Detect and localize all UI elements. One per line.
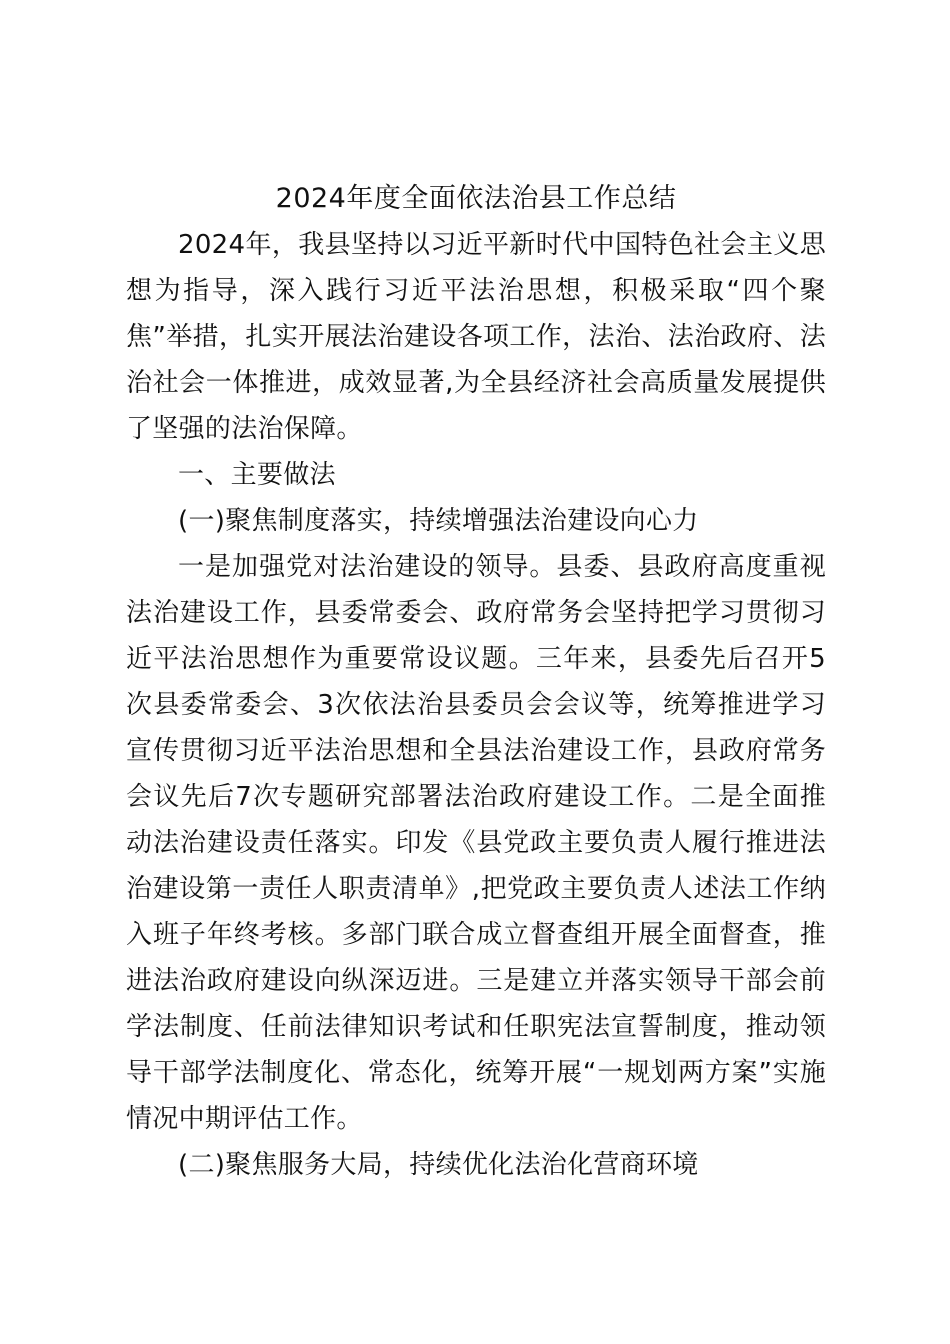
document-page <box>126 176 826 1188</box>
subsection-heading-1: (一)聚焦制度落实，持续增强法治建设向心力 <box>178 506 699 536</box>
subsection-heading-2: (二)聚焦服务大局，持续优化法治化营商环境 <box>178 1150 699 1180</box>
intro-paragraph: 2024年，我县坚持以习近平新时代中国特色社会主义思想为指导，深入践行习近平法治思想，积极采取“四个聚焦”举措，扎实开展法治建设各项工作，法治、法治政府、法治社会一体推进，成效显著,为全县经济社会高质量发展提供了坚强的法治保障。 <box>126 230 826 444</box>
subsection-1-body: 一是加强党对法治建设的领导。县委、县政府高度重视法治建设工作，县委常委会、政府常务会坚持把学习贯彻习近平法治思想作为重要常设议题。三年来，县委先后召开5次县委常委会、3次依法治县委员会会议等，统筹推进学习宣传贯彻习近平法治思想和全县法治建设工作，县政府常务会议先后7次专题研究部署法治政府建设工作。二是全面推动法治建设责任落实。印发《县党政主要负责人履行推进法治建设第一责任人职责清单》,把党政主要负责人述法工作纳入班子年终考核。多部门联合成立督查组开展全面督查，推进法治政府建设向纵深迈进。三是建立并落实领导干部会前学法制度、任前法律知识考试和任职宪法宣誓制度，推动领导干部学法制度化、常态化，统筹开展“一规划两方案”实施情况中期评估工作。 <box>126 552 826 1134</box>
document-title: 2024年度全面依法治县工作总结 <box>275 183 677 214</box>
section-heading-main-practices: 一、主要做法 <box>178 460 336 490</box>
